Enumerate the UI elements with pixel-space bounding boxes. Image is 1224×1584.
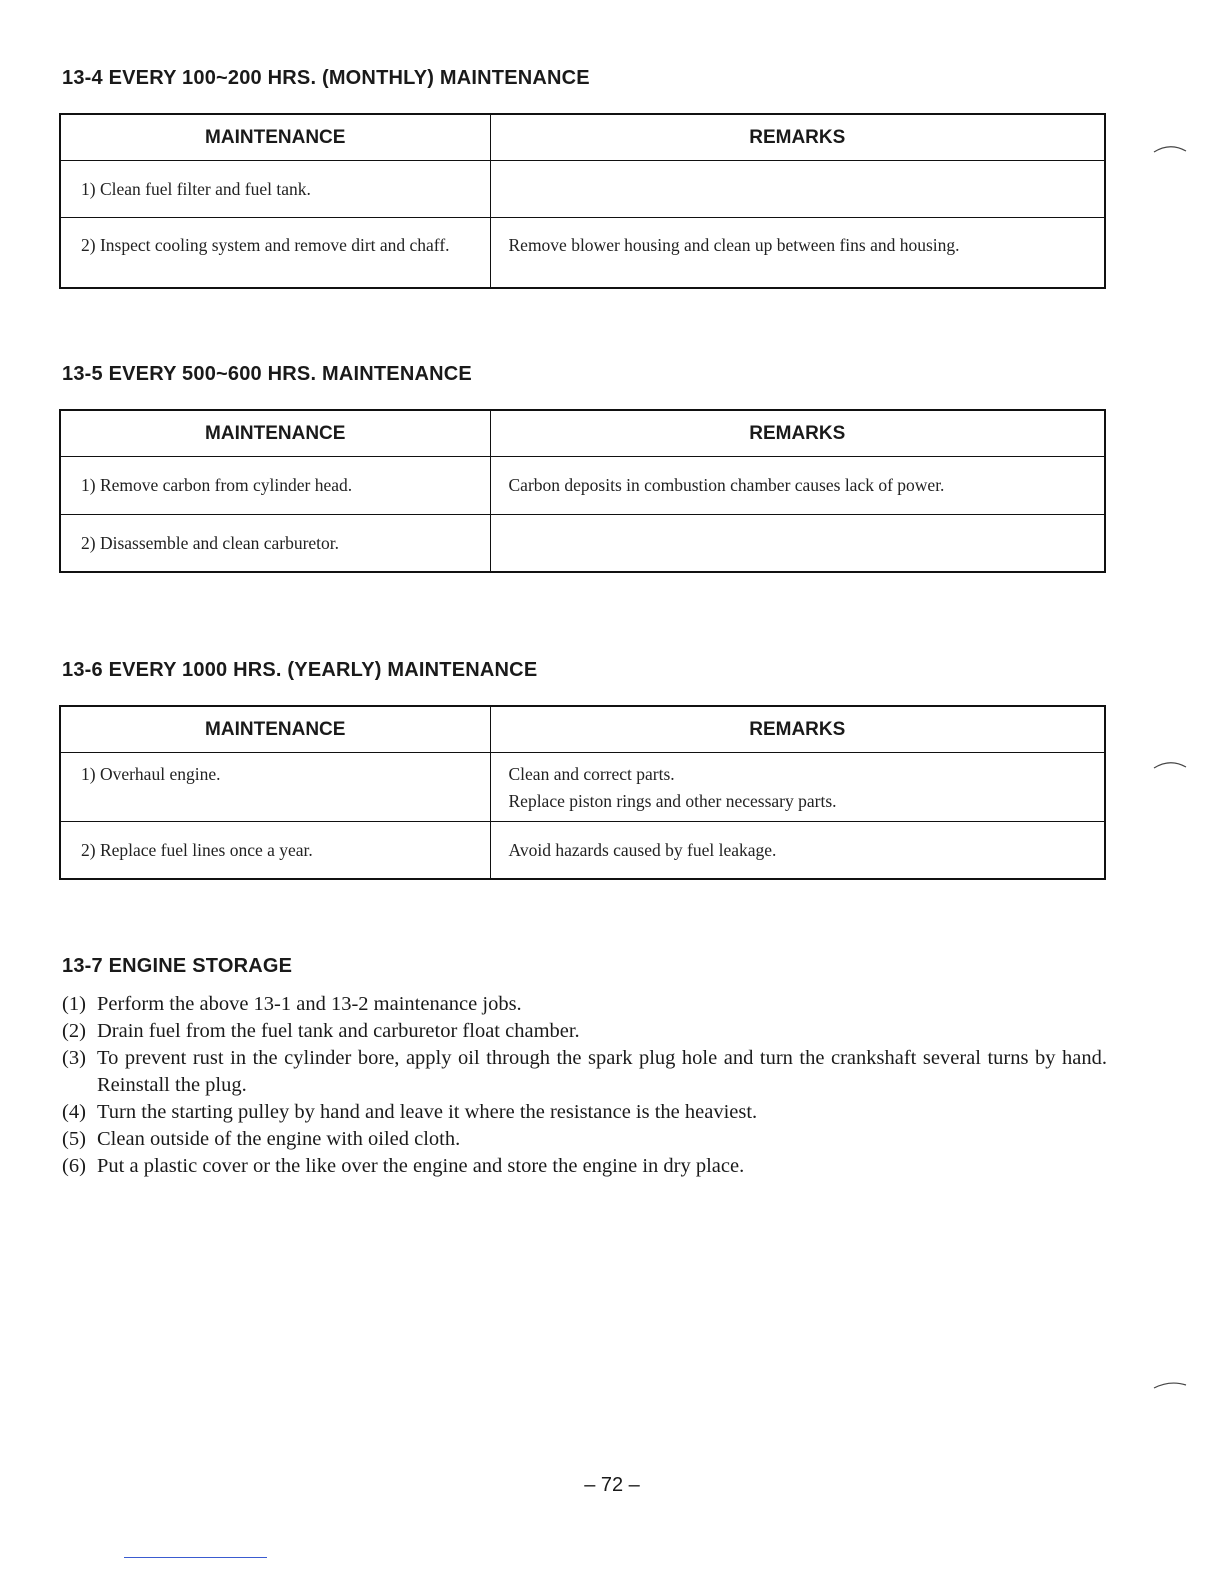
list-item: [62, 991, 1107, 1018]
section-13-4-title: 13-4 EVERY 100~200 HRS. (MONTHLY) MAINTENANCE: [62, 67, 590, 89]
table-header-row: [60, 706, 1105, 753]
step-text: Clean outside of the engine with oiled cloth.: [97, 1128, 461, 1150]
table-header-row: [60, 410, 1105, 457]
step-text: Perform the above 13-1 and 13-2 maintenance jobs.: [97, 993, 522, 1015]
maintenance-table-13-5: [59, 409, 1106, 573]
binder-mark-icon: [1150, 142, 1190, 154]
binder-mark-icon: [1150, 1378, 1190, 1390]
step-number: (4): [62, 1101, 86, 1123]
remark-text: Remove blower housing and clean up between fins and housing.: [508, 235, 960, 255]
list-item: [62, 1126, 1107, 1153]
table-row: [60, 457, 1105, 515]
maintenance-item: 1) Remove carbon from cylinder head.: [81, 475, 353, 495]
maintenance-item: 2) Replace fuel lines once a year.: [81, 840, 313, 860]
table-header-row: [60, 114, 1105, 161]
remark-text: Clean and correct parts.: [508, 764, 675, 784]
page-number: – 72 –: [584, 1474, 640, 1496]
list-item: [62, 1099, 1107, 1126]
step-number: (2): [62, 1020, 86, 1042]
step-text: Put a plastic cover or the like over the engine and store the engine in dry place.: [97, 1155, 745, 1177]
maintenance-header: MAINTENANCE: [60, 410, 490, 457]
footer-rule: [124, 1557, 267, 1558]
maintenance-item: 1) Clean fuel filter and fuel tank.: [81, 179, 311, 199]
maintenance-header: MAINTENANCE: [60, 706, 490, 753]
list-item: [62, 1045, 1107, 1099]
step-number: (1): [62, 993, 86, 1015]
remarks-header: REMARKS: [490, 706, 1105, 753]
maintenance-item: 2) Inspect cooling system and remove dirt and chaff.: [81, 235, 450, 255]
step-number: (3): [62, 1047, 86, 1069]
list-item: [62, 1018, 1107, 1045]
maintenance-table-13-6: [59, 705, 1106, 880]
maintenance-item: 1) Overhaul engine.: [81, 764, 221, 784]
step-text: To prevent rust in the cylinder bore, apply oil through the spark plug hole and turn the crankshaft several turns by hand. Reinstall the plug.: [97, 1047, 1107, 1096]
remark-text: Avoid hazards caused by fuel leakage.: [508, 840, 777, 860]
section-13-6-title: 13-6 EVERY 1000 HRS. (YEARLY) MAINTENANCE: [62, 659, 538, 681]
maintenance-table-13-4: [59, 113, 1106, 289]
maintenance-header: MAINTENANCE: [60, 114, 490, 161]
step-text: Turn the starting pulley by hand and leave it where the resistance is the heaviest.: [97, 1101, 758, 1123]
table-row: [60, 822, 1105, 879]
storage-steps-list: [62, 991, 1107, 1180]
remarks-header: REMARKS: [490, 114, 1105, 161]
step-number: (5): [62, 1128, 86, 1150]
remark-text: Carbon deposits in combustion chamber causes lack of power.: [508, 475, 945, 495]
table-row: [60, 218, 1105, 288]
binder-mark-icon: [1150, 758, 1190, 770]
table-row: [60, 753, 1105, 822]
maintenance-item: 2) Disassemble and clean carburetor.: [81, 533, 340, 553]
remarks-header: REMARKS: [490, 410, 1105, 457]
remark-text: Replace piston rings and other necessary parts.: [508, 791, 837, 811]
table-row: [60, 515, 1105, 572]
section-13-5-title: 13-5 EVERY 500~600 HRS. MAINTENANCE: [62, 363, 472, 385]
section-13-7-title: 13-7 ENGINE STORAGE: [62, 955, 293, 977]
step-text: Drain fuel from the fuel tank and carburetor float chamber.: [97, 1020, 580, 1042]
table-row: [60, 161, 1105, 218]
step-number: (6): [62, 1155, 86, 1177]
list-item: [62, 1153, 1107, 1180]
